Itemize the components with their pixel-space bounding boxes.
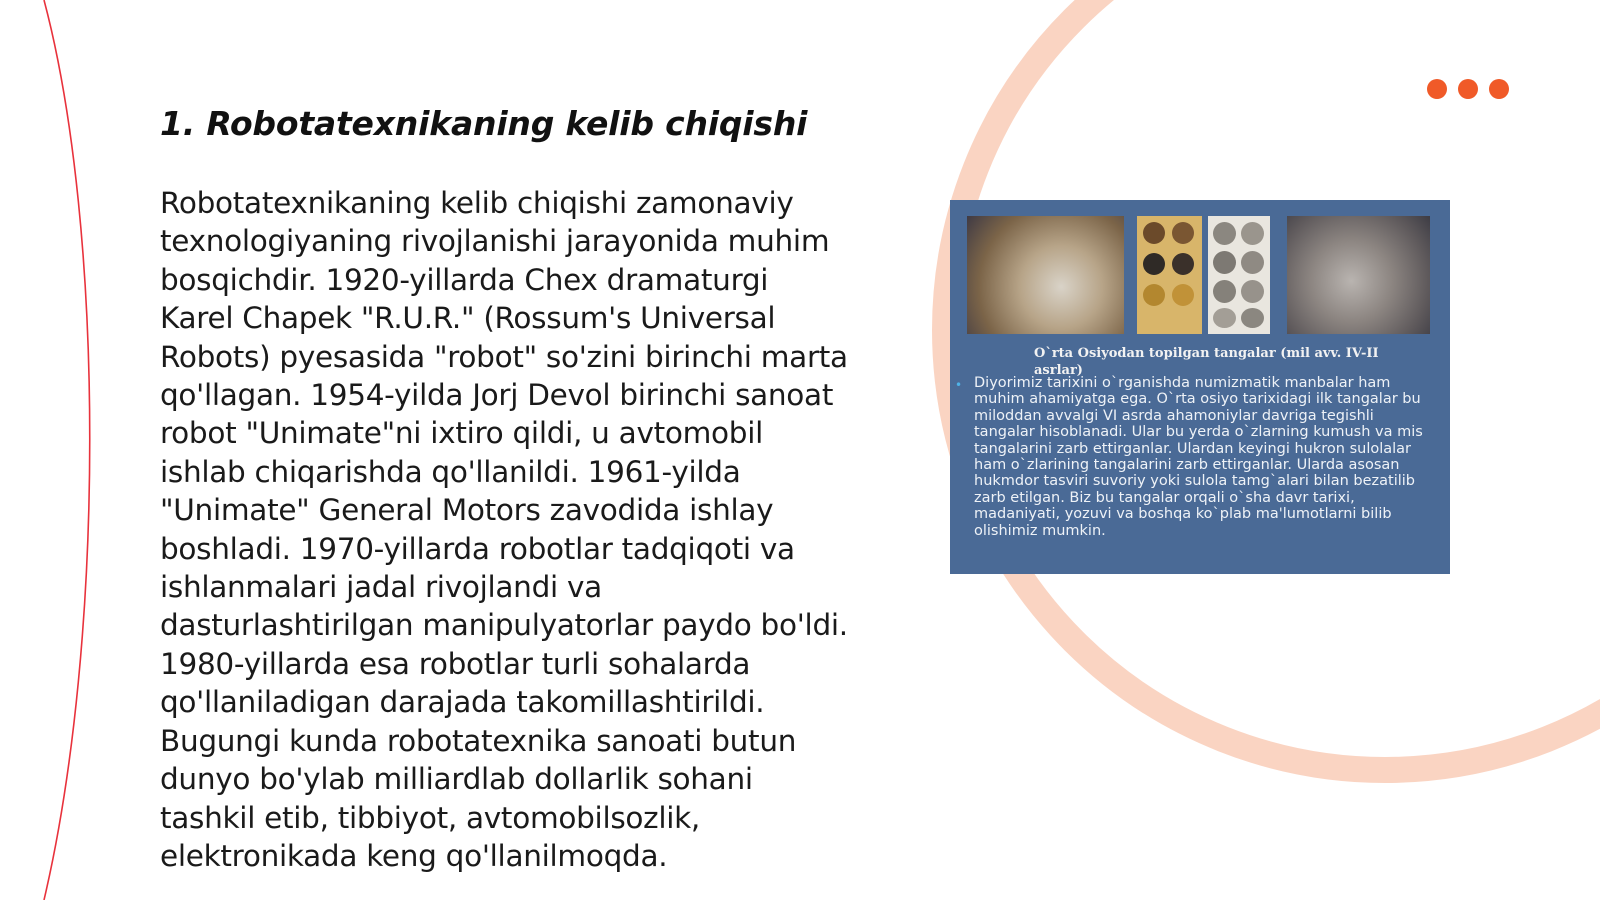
dot [1427, 79, 1447, 99]
dot [1458, 79, 1478, 99]
slide-image [950, 200, 1450, 574]
image-paragraph: Diyorimiz tarixini o`rganishda numizmatik manbalar ham muhim ahamiyatga ega. O`rta osiyo tarixidagi ilk tangalar bu miloddan avvalgi VI asrda ahamoniylar davriga tegishli tangalar hisoblanadi. Ular bu yerda o`zlarning kumush va mis tangalarini zarb ettirganlar. Ulardan keyingi hukron sulolalar ham o`zlarining tangalarini zarb ettirganlar. Ularda asosan hukmdor tasviri suvoriy yoki sulola tamg`alari bilan bezatilib zarb etilgan. Biz bu tangalar orqali o`sha davr tarixi, madaniyati, yozuvi va boshqa ko`plab ma'lumotlarni bilib olishimiz mumkin. [974, 375, 1423, 539]
silver-coins-photo [1208, 216, 1270, 334]
slide-title: 1. Robotatexnikaning kelib chiqishi [160, 104, 808, 143]
slide-body-text: Robotatexnikaning kelib chiqishi zamonaviy texnologiyaning rivojlanishi jarayonida muhim bosqichdir. 1920-yillarda Chex dramaturgi Karel Chapek "R.U.R." (Rossum's Universal Robots) pyesasida "robot" so'zini birinchi marta qo'llagan. 1954-yilda Jorj Devol birinchi sanoat robot "Unimate"ni ixtiro qildi, u avtomobil ishlab chiqarishda qo'llanildi. 1961-yilda "Unimate" General Motors zavodida ishlay boshladi. 1970-yillarda robotlar tadqiqoti va ishlanmalari jadal rivojlandi va dasturlashtirilgan manipulyatorlar paydo bo'ldi. 1980-yillarda esa robotlar turli sohalarda qo'llaniladigan darajada takomillashtirildi. Bugungi kunda robotatexnika sanoati butun dunyo bo'ylab milliardlab dollarlik sohani tashkil etib, tibbiyot, avtomobilsozlik, elektronikada keng qo'llanilmoqda. [160, 186, 848, 873]
three-dots-icon [1427, 79, 1509, 99]
coin-pile-photo [967, 216, 1124, 334]
coin-hoard-photo [1287, 216, 1430, 334]
left-edge-curve [44, 0, 90, 900]
gold-coins-photo [1137, 216, 1202, 334]
dot [1489, 79, 1509, 99]
bullet-icon: • [955, 378, 963, 392]
image-caption: O`rta Osiyodan topilgan tangalar (mil avv. IV-II asrlar) [1034, 346, 1379, 378]
